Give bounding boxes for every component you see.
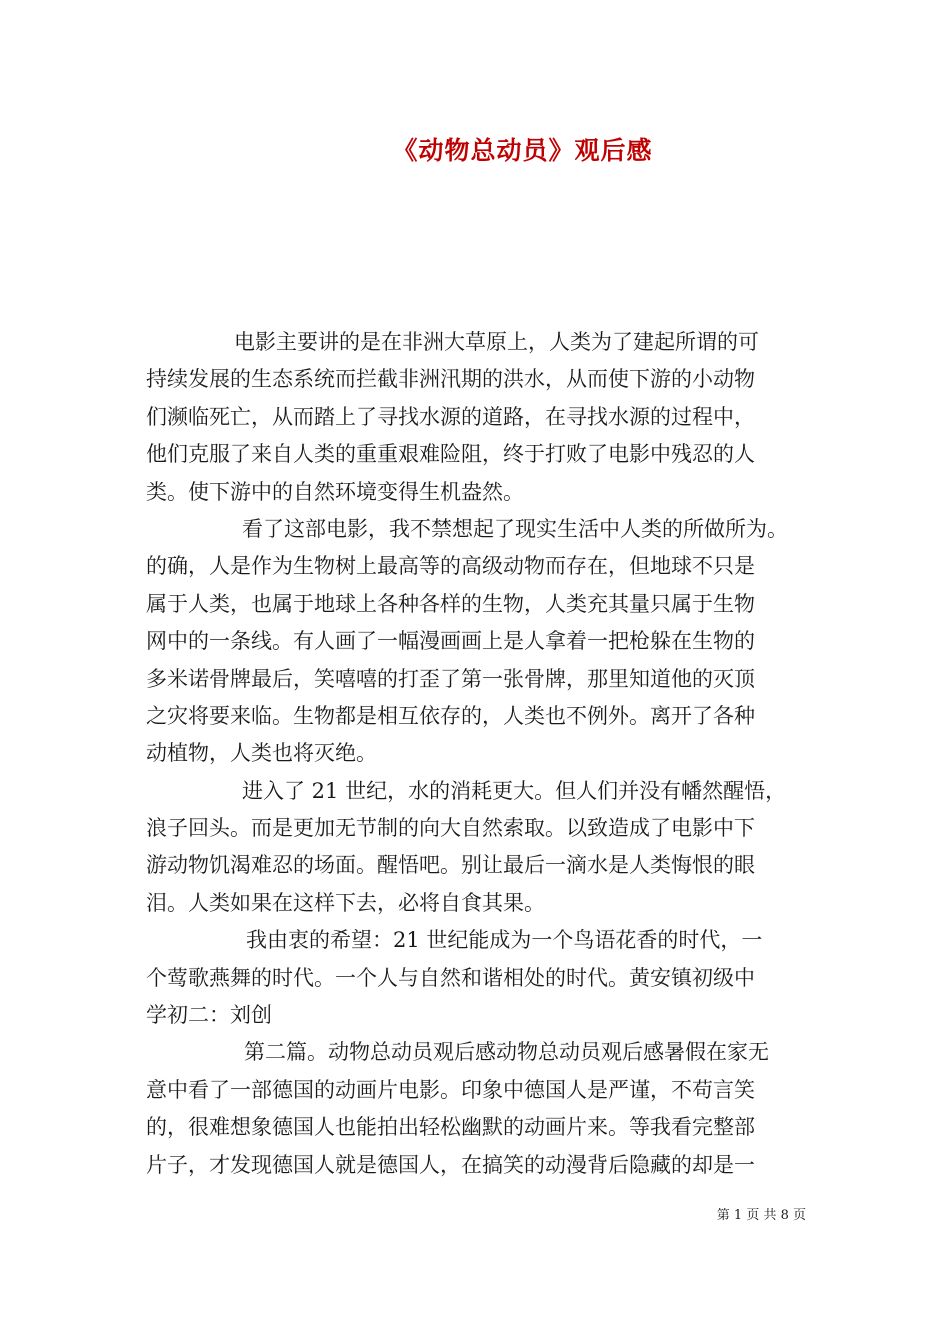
text-line: 意中看了一部德国的动画片电影。印象中德国人是严谨，不苟言笑 xyxy=(146,1077,755,1102)
text-line: 他们克服了来自人类的重重艰难险阻，终于打败了电影中残忍的人 xyxy=(146,442,755,467)
text-line: 属于人类，也属于地球上各种各样的生物，人类充其量只属于生物 xyxy=(146,591,755,616)
page-footer: 第 1 页 共 8 页 xyxy=(716,1208,806,1223)
text-line: 的确，人是作为生物树上最高等的高级动物而存在，但地球不只是 xyxy=(146,554,755,579)
text-line: 们濒临死亡，从而踏上了寻找水源的道路，在寻找水源的过程中， xyxy=(146,404,755,429)
text-line: 网中的一条线。有人画了一幅漫画画上是人拿着一把枪躲在生物的 xyxy=(146,629,755,654)
text-line: 个莺歌燕舞的时代。一个人与自然和谐相处的时代。黄安镇初级中 xyxy=(146,965,755,990)
text-line: 看了这部电影，我不禁想起了现实生活中人类的所做所为。 xyxy=(242,516,788,541)
text-line: 游动物饥渴难忍的场面。醒悟吧。别让最后一滴水是人类悔恨的眼 xyxy=(146,853,755,878)
text-line: 学初二：刘创 xyxy=(146,1003,272,1028)
page-title: 《动物总动员》观后感 xyxy=(392,136,653,165)
text-line: 泪。人类如果在这样下去，必将自食其果。 xyxy=(146,890,545,915)
text-line: 第二篇。动物总动员观后感动物总动员观后感暑假在家无 xyxy=(244,1040,769,1065)
text-line: 我由衷的希望：21 世纪能成为一个鸟语花香的时代，一 xyxy=(246,928,763,953)
text-line: 类。使下游中的自然环境变得生机盎然。 xyxy=(146,479,524,504)
text-line: 之灾将要来临。生物都是相互依存的，人类也不例外。离开了各种 xyxy=(146,703,755,728)
text-line: 片子，才发现德国人就是德国人，在搞笑的动漫背后隐藏的却是一 xyxy=(146,1152,755,1177)
text-line: 浪子回头。而是更加无节制的向大自然索取。以致造成了电影中下 xyxy=(146,816,755,841)
text-line: 持续发展的生态系统而拦截非洲汛期的洪水，从而使下游的小动物 xyxy=(146,367,755,392)
text-line: 动植物，人类也将灭绝。 xyxy=(146,741,377,766)
text-line: 进入了 21 世纪，水的消耗更大。但人们并没有幡然醒悟， xyxy=(242,778,787,803)
text-line: 电影主要讲的是在非洲大草原上，人类为了建起所谓的可 xyxy=(234,330,759,354)
body-text xyxy=(146,324,806,1184)
text-line: 多米诺骨牌最后，笑嘻嘻的打歪了第一张骨牌，那里知道他的灭顶 xyxy=(146,666,755,691)
text-line: 的，很难想象德国人也能拍出轻松幽默的动画片来。等我看完整部 xyxy=(146,1115,755,1140)
